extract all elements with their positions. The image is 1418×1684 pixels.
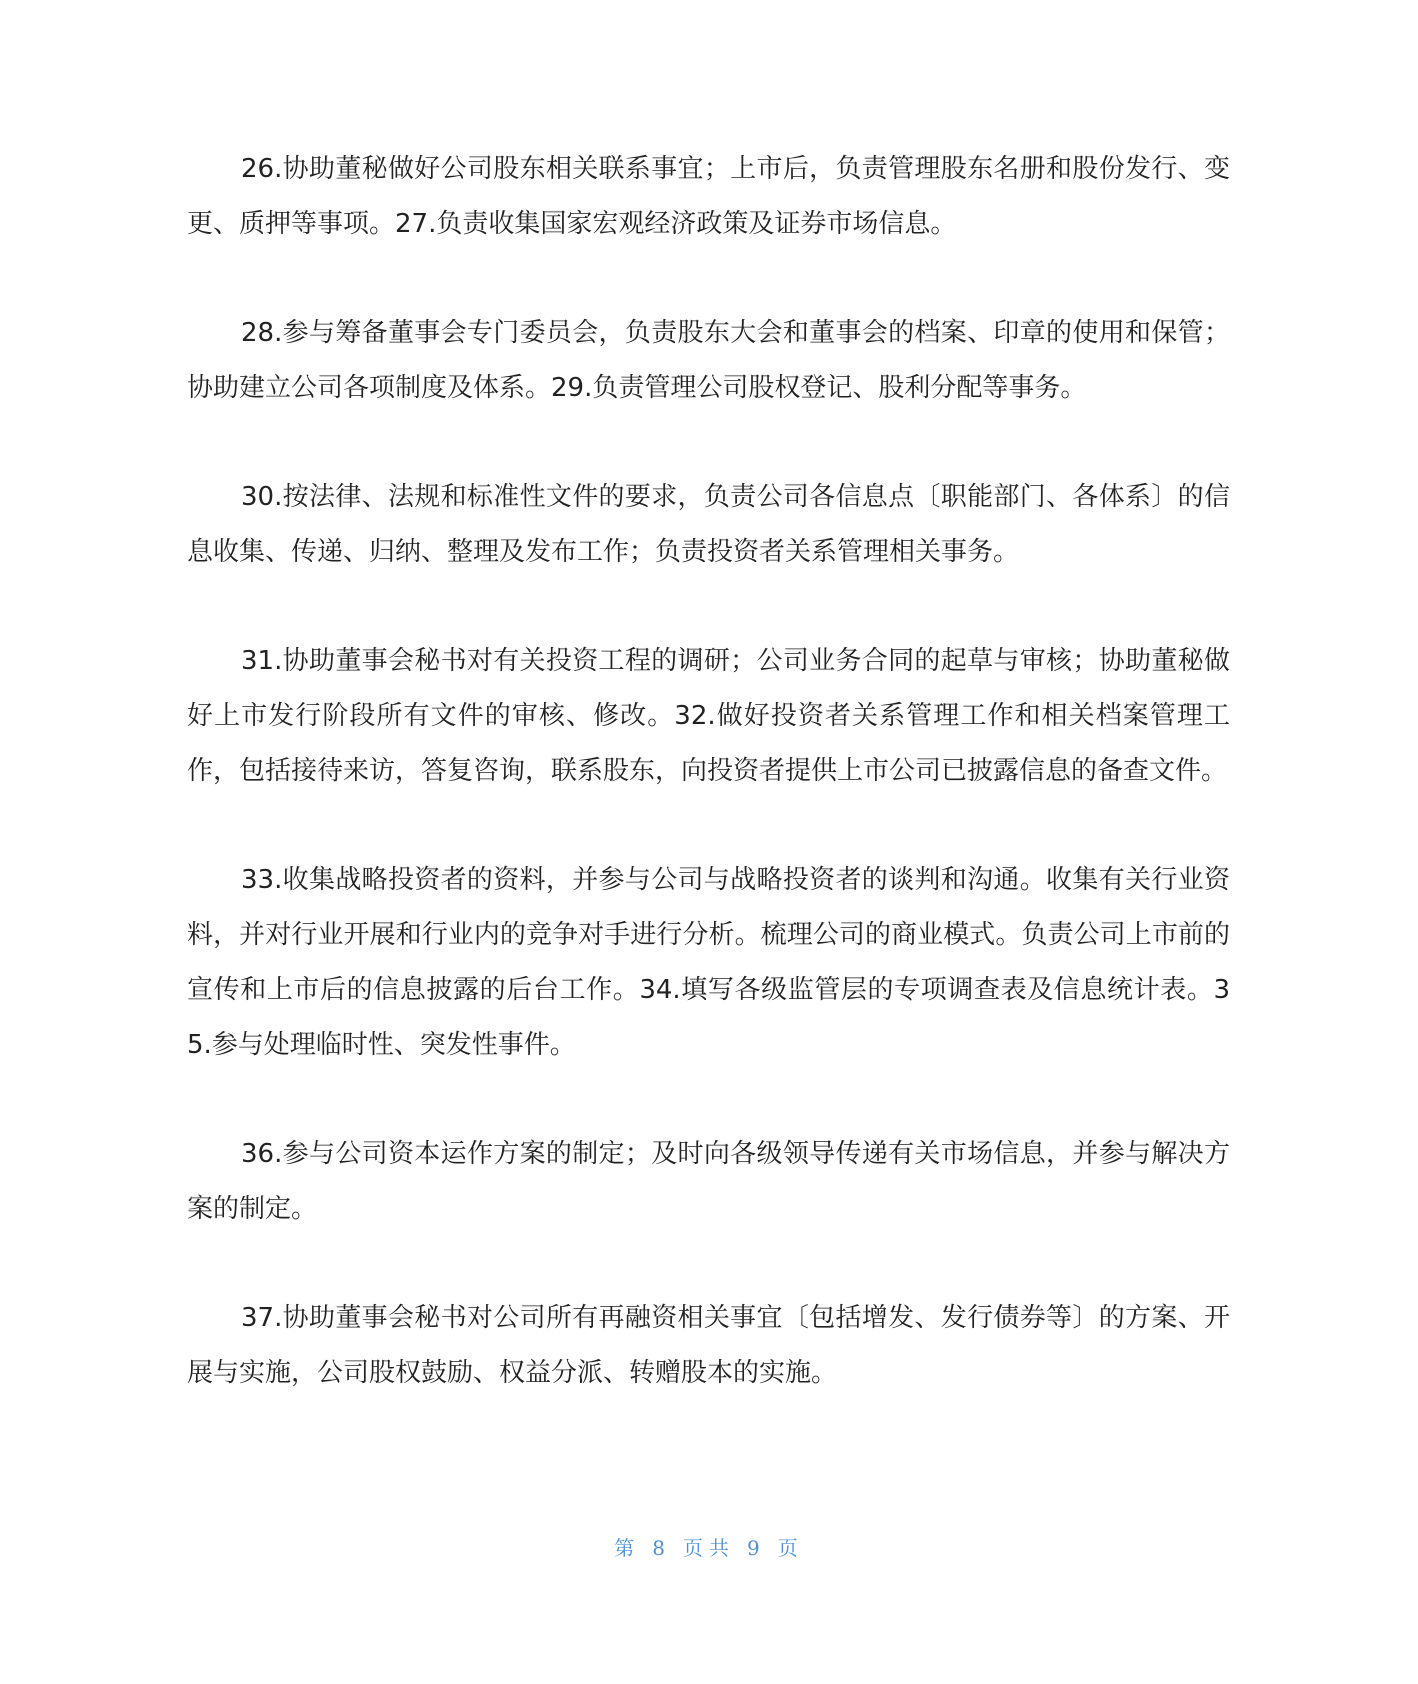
footer-suffix: 页 — [777, 1536, 804, 1560]
footer-middle: 页共 — [683, 1536, 735, 1560]
page-footer — [0, 1532, 1418, 1561]
paragraph-28-29: 28.参与筹备董事会专门委员会，负责股东大会和董事会的档案、印章的使用和保管；协助建立公司各项制度及体系。29.负责管理公司股权登记、股利分配等事务。 — [187, 318, 1230, 403]
paragraph-36: 36.参与公司资本运作方案的制定；及时向各级领导传递有关市场信息，并参与解决方案的制定。 — [187, 1139, 1230, 1224]
paragraph-31-32: 31.协助董事会秘书对有关投资工程的调研；公司业务合同的起草与审核；协助董秘做好上市发行阶段所有文件的审核、修改。32.做好投资者关系管理工作和相关档案管理工作，包括接待来访，答复咨询，联系股东，向投资者提供上市公司已披露信息的备查文件。 — [187, 646, 1230, 786]
paragraph-30: 30.按法律、法规和标准性文件的要求，负责公司各信息点〔职能部门、各体系〕的信息收集、传递、归纳、整理及发布工作；负责投资者关系管理相关事务。 — [187, 482, 1230, 567]
paragraph-33-35: 33.收集战略投资者的资料，并参与公司与战略投资者的谈判和沟通。收集有关行业资料，并对行业开展和行业内的竞争对手进行分析。梳理公司的商业模式。负责公司上市前的宣传和上市后的信息披露的后台工作。34.填写各级监管层的专项调查表及信息统计表。35.参与处理临时性、突发性事件。 — [187, 865, 1230, 1060]
total-pages-number: 9 — [747, 1536, 766, 1560]
paragraph-37: 37.协助董事会秘书对公司所有再融资相关事宜〔包括增发、发行债券等〕的方案、开展与实施，公司股权鼓励、权益分派、转赠股本的实施。 — [187, 1303, 1230, 1388]
footer-prefix: 第 — [614, 1536, 641, 1560]
paragraph-26-27: 26.协助董秘做好公司股东相关联系事宜；上市后，负责管理股东名册和股份发行、变更、质押等事项。27.负责收集国家宏观经济政策及证券市场信息。 — [187, 154, 1230, 239]
document-body — [187, 142, 1230, 1455]
current-page-number: 8 — [652, 1536, 671, 1560]
